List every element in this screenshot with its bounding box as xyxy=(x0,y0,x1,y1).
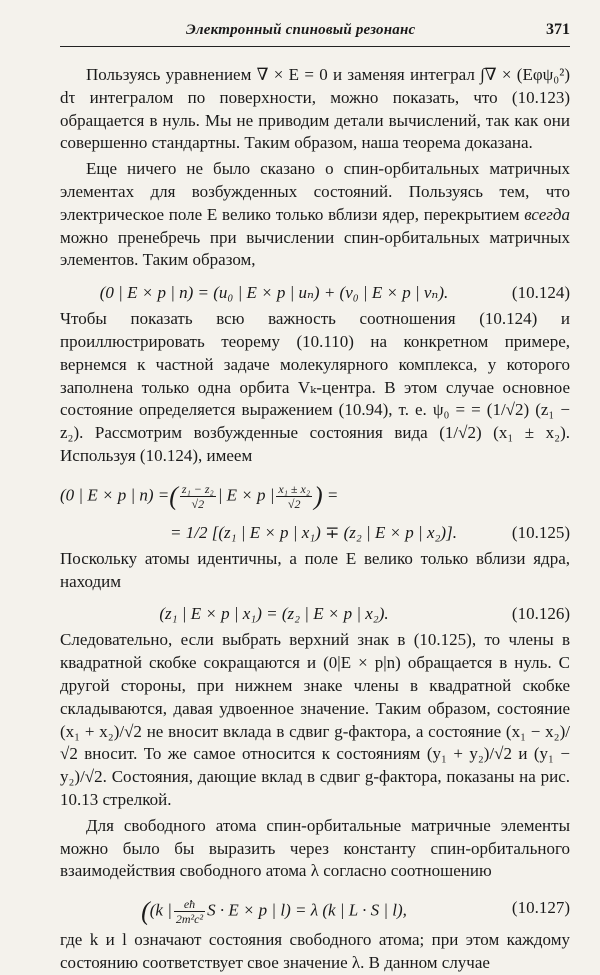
equation-10-125-line2-formula: = 1/2 [(z₁ | E × p | x₁) ∓ (z₂ | E × p | x₂)]. xyxy=(170,522,457,542)
paragraph-3: Чтобы показать всю важность соотношения (10.124) и проиллюстрировать теорему (10.110) на конкретном примере, вернемся к частной задаче молекулярного комплекса, у которого заполнена только одна орбита Vₖ-центра. В этом случае основное состояние определяется выражением (10.94), т. е. ψ₀ = = (1/√2) (z₁ − z₂). Рассмотрим возбужденные состояния вида (1/√2) (x₁ ± x₂). Используя (10.124), имеем xyxy=(60,309,570,465)
eq127-frac-den: 2m²c² xyxy=(175,912,204,927)
paragraph-4: Поскольку атомы идентичны, а поле E велико только вблизи ядра, находим xyxy=(60,548,570,591)
running-head: Электронный спиновый резонанс xyxy=(186,22,416,38)
eq125-close-paren: ) xyxy=(314,481,323,511)
eq127-open-paren: ( xyxy=(141,896,150,926)
page-number: 371 xyxy=(546,21,570,38)
paragraph-5: Следовательно, если выбрать верхний знак в (10.125), то члены в квадратной скобке сокращаются и (0|E × p|n) обращается в нуль. С другой стороны, при нижнем знаке члены в квадратной скобке складываются, давая удвоенное значение. Таким образом, состояние (x₁ + x₂)/√2 не вносит вклада в сдвиг g-фактора, а состояние (x₁ − x₂)/√2 вносит. То же самое относится к состояниям (y₁ + y₂)/√2 и (y₁ − y₂)/√2. Состояния, дающие вклад в сдвиг g-фактора, показаны на рис. 10.13 стрелкой. xyxy=(60,630,570,809)
equation-10-127-formula xyxy=(60,897,488,926)
paragraph-2 xyxy=(60,158,570,272)
eq127-right: S · E × p | l) = λ (k | L · S | l), xyxy=(207,900,407,920)
paragraph-2-start: Еще ничего не было сказано о спин-орбитальных матричных элементах для возбужденных состояний. Пользуясь тем, что электрическое поле E велико только вблизи ядер, перекрытием xyxy=(60,159,570,224)
eq125-frac2 xyxy=(276,482,312,511)
equation-10-124-formula: (0 | E × p | n) = (u₀ | E × p | uₙ) + (v₀ | E × p | vₙ). xyxy=(99,283,449,303)
eq127-frac xyxy=(174,897,205,926)
equation-10-127-number: (10.127) xyxy=(511,898,570,918)
eq125-lhs: (0 | E × p | n) = xyxy=(60,485,170,505)
eq125-frac2-den: √2 xyxy=(287,496,301,511)
page-body xyxy=(60,64,570,975)
eq125-frac1-num: z₁ − z₂ xyxy=(181,481,214,496)
equation-10-124 xyxy=(60,276,570,306)
equation-10-125-line1-formula xyxy=(60,482,488,511)
eq125-bracket: [(z₁ | E × p | x₁) ∓ (z₂ | E × p | x₂)]. xyxy=(211,522,457,542)
paragraph-6: Для свободного атома спин-орбитальные матричные элементы можно было бы выразить через константу спин-орбитального взаимодействия свободного атома λ согласно соотношению xyxy=(60,815,570,881)
equation-10-125-line2 xyxy=(60,516,570,546)
equation-10-125-line1 xyxy=(60,472,570,512)
eq125-frac2-num: x₁ ± x₂ xyxy=(278,481,310,496)
eq125-frac1-den: √2 xyxy=(191,496,205,511)
eq125-coef: 1/2 xyxy=(185,522,208,542)
eq125-frac1 xyxy=(180,482,216,511)
eq125-tail: = xyxy=(326,485,339,505)
paragraph-7: где k и l означают состояния свободного атома; при этом каждому состоянию соответствует свое значение λ. В данном случае xyxy=(60,930,570,972)
paragraph-1: Пользуясь уравнением ∇ × E = 0 и заменяя интеграл ∫∇ × (Eφψ₀²) dτ интегралом по поверхности, можно показать, что (10.123) обращается в нуль. Мы не приводим детали вычислений, так как они совершенно стандартны. Таким образом, наша теорема доказана. xyxy=(60,65,570,153)
equation-10-126-formula: (z₁ | E × p | x₁) = (z₂ | E × p | x₂). xyxy=(159,604,389,624)
equation-10-127 xyxy=(60,887,570,927)
equation-10-124-number: (10.124) xyxy=(511,283,570,303)
eq127-frac-num: eħ xyxy=(174,897,205,912)
equation-10-126 xyxy=(60,597,570,627)
eq125-open-paren: ( xyxy=(169,481,178,511)
eq127-left: (k | xyxy=(149,900,172,920)
paragraph-2-emphasis: всегда xyxy=(524,204,570,224)
equation-10-125-number: (10.125) xyxy=(511,522,570,542)
paragraph-2-end: можно пренебречь при вычислении спин-орбитальных матричных элементов. Таким образом, xyxy=(60,227,570,270)
page-header xyxy=(60,20,570,47)
eq125-mid: | E × p | xyxy=(217,485,275,505)
equation-10-126-number: (10.126) xyxy=(511,604,570,624)
